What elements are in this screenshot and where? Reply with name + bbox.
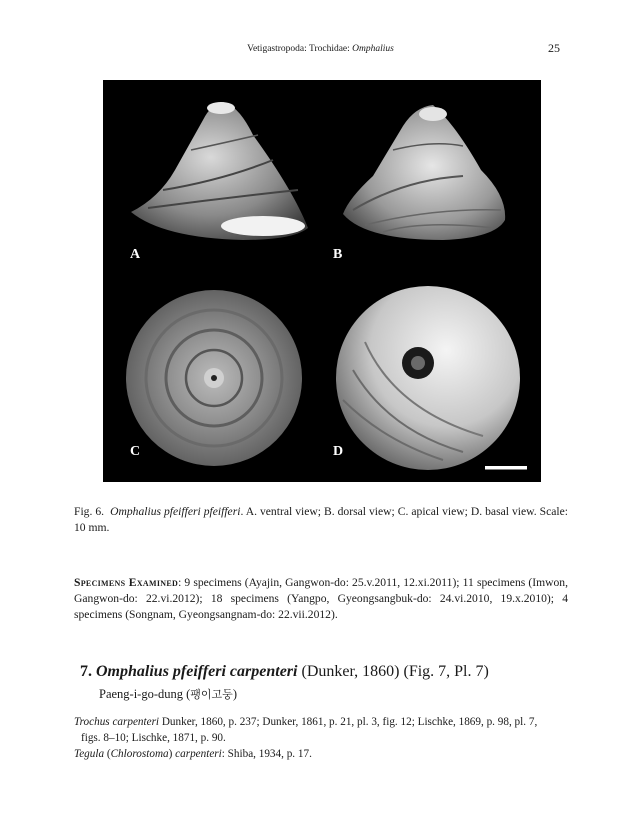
section-authority: (Dunker, 1860) (Fig. 7, Pl. 7) (297, 663, 489, 680)
specimens-examined (74, 575, 568, 623)
synonym-species: carpenteri (175, 748, 222, 760)
section-heading (80, 663, 560, 681)
scale-bar (485, 466, 527, 470)
running-title-genus: Omphalius (352, 44, 394, 54)
panel-label-b: B (333, 247, 343, 262)
page-number: 25 (548, 41, 560, 55)
common-name (99, 686, 237, 702)
shell-d-basal-view (336, 286, 520, 470)
figure-caption (74, 504, 568, 536)
shell-a-ventral-view (131, 102, 308, 240)
synonymy-entry (74, 714, 568, 746)
shell-photo-panel (103, 80, 541, 482)
shell-c-apical-view (126, 290, 302, 466)
synonym-citation-cont: figs. 8–10; Lischke, 1871, p. 90. (81, 732, 226, 744)
panel-label-a: A (130, 247, 141, 262)
figure-6 (103, 80, 541, 482)
panel-label-c: C (130, 444, 141, 459)
common-name-hangul: 팽이고둥 (190, 688, 233, 701)
synonym-citation: Dunker, 1860, p. 237; Dunker, 1861, p. 21, pl. 3, fig. 12; Lischke, 1869, p. 98, pl. 7, (159, 716, 538, 728)
shell-b-dorsal-view (343, 105, 505, 240)
synonym-subgenus: Chlorostoma (110, 748, 169, 760)
synonym-citation: : Shiba, 1934, p. 17. (221, 748, 312, 760)
running-title: Vetigastropoda: Trochidae: (247, 44, 353, 54)
running-head (0, 44, 641, 54)
section-number: 7. (80, 663, 92, 680)
common-name-roman: Paeng-i-go-dung ( (99, 687, 191, 701)
panel-label-d: D (333, 444, 344, 459)
synonym-genus: Tegula (74, 748, 105, 760)
caption-body: . A. ventral view; B. dorsal view; C. apical view; D. basal view. Scale: 10 mm. (74, 505, 568, 534)
section-taxon: Omphalius pfeifferi carpenteri (96, 663, 298, 680)
synonym-name: Trochus carpenteri (74, 716, 160, 728)
synonymy-entry: Tegula (Chlorostoma) carpenteri: Shiba, 1934, p. 17. (74, 748, 312, 760)
specimens-heading: Specimens Examined (74, 576, 179, 589)
caption-taxon: Omphalius pfeifferi pfeifferi (110, 505, 241, 518)
caption-prefix: Fig. 6. (74, 505, 105, 518)
common-name-close: ) (232, 687, 237, 701)
specimens-text: : 9 specimens (Ayajin, Gangwon-do: 25.v.2011, 12.xi.2011); 11 specimens (Imwon, Gangwon-do: 22.vi.2012); 18 specimens (Yangpo, Gyeongsangbuk-do: 24.vi.2010, 19.x.2010); 4 specimens (Songnam, Gyeongsangnam-do: 22.vii.2012). (74, 576, 568, 621)
